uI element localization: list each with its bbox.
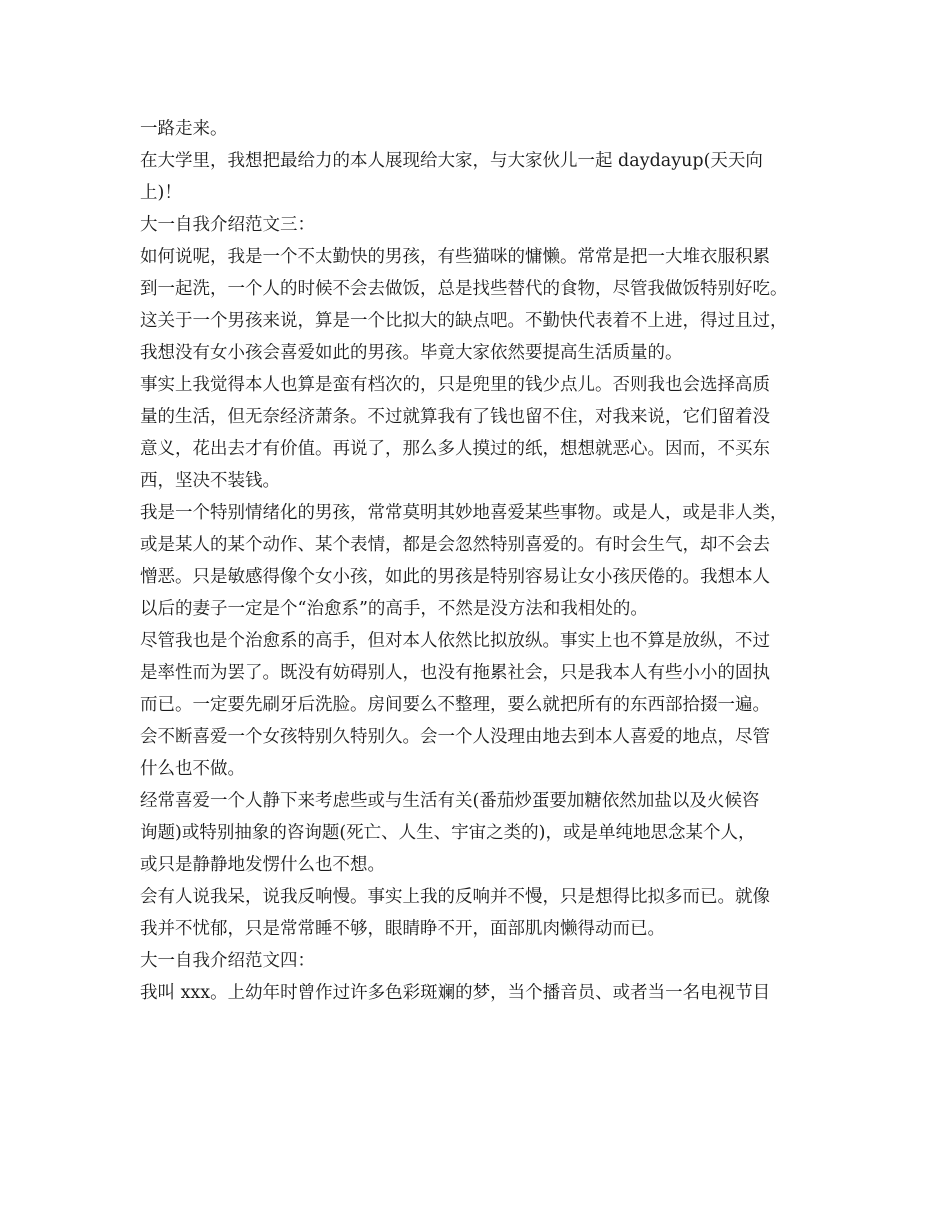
text-line: 会不断喜爱一个女孩特别久特别久。会一个人没理由地去到本人喜爱的地点，尽管 xyxy=(140,727,770,747)
text-line: 憎恶。只是敏感得像个女小孩，如此的男孩是特别容易让女小孩厌倦的。我想本人 xyxy=(140,567,770,587)
document-body xyxy=(140,113,820,1009)
text-line: 如何说呢，我是一个不太勤快的男孩，有些猫咪的慵懒。常常是把一大堆衣服积累 xyxy=(140,247,770,267)
text-line: 我是一个特别情绪化的男孩，常常莫明其妙地喜爱某些事物。或是人，或是非人类， xyxy=(140,503,788,523)
text-line: 我叫 xxx。上幼年时曾作过许多色彩斑斓的梦，当个播音员、或者当一名电视节目 xyxy=(140,983,771,1003)
text-line: 量的生活，但无奈经济萧条。不过就算我有了钱也留不住，对我来说，它们留着没 xyxy=(140,407,770,427)
text-line: 我并不忧郁，只是常常睡不够，眼睛睁不开，面部肌肉懒得动而已。 xyxy=(140,919,665,939)
text-line: 而已。一定要先刷牙后洗脸。房间要么不整理，要么就把所有的东西部拾掇一遍。 xyxy=(140,695,770,715)
text-line: 以后的妻子一定是个“治愈系”的高手，不然是没方法和我相处的。 xyxy=(140,599,648,619)
text-line: 什么也不做。 xyxy=(140,759,245,779)
text-line: 在大学里，我想把最给力的本人展现给大家，与大家伙儿一起 daydayup(天天向 xyxy=(140,151,763,171)
text-line: 我想没有女小孩会喜爱如此的男孩。毕竟大家依然要提高生活质量的。 xyxy=(140,343,683,363)
text-line: 这关于一个男孩来说，算是一个比拟大的缺点吧。不勤快代表着不上进，得过且过， xyxy=(140,311,788,331)
text-line: 或只是静静地发愣什么也不想。 xyxy=(140,855,385,875)
text-line: 会有人说我呆，说我反响慢。事实上我的反响并不慢，只是想得比拟多而已。就像 xyxy=(140,887,770,907)
text-line: 上)！ xyxy=(140,183,182,203)
text-line: 是率性而为罢了。既没有妨碍别人，也没有拖累社会，只是我本人有些小小的固执 xyxy=(140,663,770,683)
text-line: 询题)或特别抽象的咨询题(死亡、人生、宇宙之类的)，或是单纯地思念某个人， xyxy=(140,823,756,843)
section-heading: 大一自我介绍范文三： xyxy=(140,215,315,235)
section-heading: 大一自我介绍范文四： xyxy=(140,951,315,971)
text-line: 意义，花出去才有价值。再说了，那么多人摸过的纸，想想就恶心。因而，不买东 xyxy=(140,439,770,459)
text-line: 一路走来。 xyxy=(140,119,228,139)
text-line: 或是某人的某个动作、某个表情，都是会忽然特别喜爱的。有时会生气，却不会去 xyxy=(140,535,770,555)
text-line: 事实上我觉得本人也算是蛮有档次的，只是兜里的钱少点儿。否则我也会选择高质 xyxy=(140,375,770,395)
text-line: 尽管我也是个治愈系的高手，但对本人依然比拟放纵。事实上也不算是放纵，不过 xyxy=(140,631,770,651)
text-line: 经常喜爱一个人静下来考虑些或与生活有关(番茄炒蛋要加糖依然加盐以及火候咨 xyxy=(140,791,760,811)
text-line: 到一起洗，一个人的时候不会去做饭，总是找些替代的食物，尽管我做饭特别好吃。 xyxy=(140,279,788,299)
text-line: 西，坚决不装钱。 xyxy=(140,471,280,491)
